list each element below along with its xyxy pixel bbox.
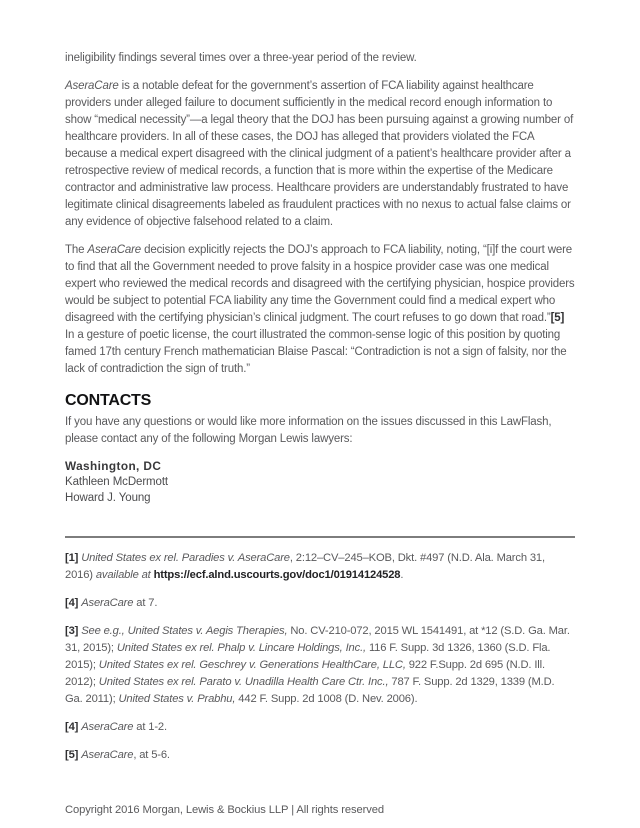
citation: 116 F. Supp. 3d 1326, 1360 (S.D. Fla. 2015); [65, 642, 551, 671]
footnote [65, 550, 575, 584]
case-name: United States ex rel. Parato v. Unadilla Health Care Ctr. Inc., [98, 676, 389, 688]
footnote-marker: [4] [65, 721, 82, 733]
footnote-marker: [1] [65, 552, 82, 564]
case-name: AseraCare [65, 80, 119, 92]
case-name: AseraCare [81, 597, 134, 609]
citation: at 1-2. [133, 721, 167, 733]
footnote [65, 719, 575, 736]
case-name: United States v. Prabhu, [118, 693, 236, 705]
lawyer-name: Kathleen McDermott [65, 476, 169, 488]
case-name: United States ex rel. Geschrey v. Generations HealthCare, LLC, [98, 659, 406, 671]
citation: 787 F. Supp. 2d 1329, 1339 (M.D. Ga. 2011); [65, 676, 555, 705]
contacts-intro: If you have any questions or would like more information on the issues discussed in this LawFlash, please contact any of the following Morgan Lewis lawyers: [65, 416, 552, 445]
case-name: AseraCare [81, 749, 134, 761]
citation: No. CV-210-072, 2015 WL 1541491, at *12 (S.D. Ga. Mar. 31, 2015); [65, 625, 570, 654]
text-segment: The [65, 244, 88, 256]
footnote-marker: [5] [65, 749, 82, 761]
case-name: United States ex rel. Paradies v. AseraCare [81, 552, 290, 564]
case-name: AseraCare [87, 244, 142, 256]
citation: 922 F.Supp. 2d 695 (N.D. Ill. 2012); [65, 659, 545, 688]
citation-signal: available at [95, 569, 154, 581]
footnote [65, 623, 575, 708]
footnote [65, 595, 575, 612]
footnote-divider [65, 536, 575, 538]
footnote-marker: [4] [65, 597, 82, 609]
text-segment: decision explicitly rejects the DOJ’s approach to FCA liability, noting, “[i]f the court were to find that all the Government needed to prove falsity in a hospice provider case was one medical expert who reviewed the medical records and disagreed with the certifying physician, hospice providers would be subject to potential FCA liability any time the Government could find a medical expert who disagreed with the certifying physician’s clinical judgment. The court refuses to go down that road.” [65, 244, 575, 324]
footnote-marker: [3] [65, 625, 82, 637]
paragraph [65, 242, 575, 378]
court-doc-link[interactable]: https://ecf.alnd.uscourts.gov/doc1/01914124528 [153, 569, 401, 581]
citation: at 7. [133, 597, 158, 609]
text-segment: ineligibility findings several times over a three-year period of the review. [65, 52, 417, 64]
text-segment: In a gesture of poetic license, the court illustrated the common-sense logic of this position by quoting famed 17th century French mathematician Blaise Pascal: “Contradiction is not a sign of falsity, nor the lack of contradiction the sign of truth.” [65, 329, 567, 375]
case-name: AseraCare [81, 721, 134, 733]
citation: , 2:12–CV–245–KOB, Dkt. #497 (N.D. Ala. March 31, 2016) [65, 552, 545, 581]
contacts-heading: CONTACTS [65, 392, 152, 409]
footnote-ref: [5] [550, 312, 565, 324]
paragraph [65, 78, 575, 231]
office-name: Washington, DC [65, 459, 162, 473]
copyright-notice: Copyright 2016 Morgan, Lewis & Bockius LLP | All rights reserved [65, 804, 385, 816]
footnote [65, 747, 575, 764]
text-segment: . [400, 569, 404, 581]
text-segment: is a notable defeat for the government’s assertion of FCA liability against healthcare providers under alleged failure to document sufficiently in the medical record enough information to show “medical necessity”—a legal theory that the DOJ has been pursuing against a growing number of healthcare providers. In all of these cases, the DOJ has alleged that providers violated the FCA because a medical expert disagreed with the clinical judgment of a patient’s healthcare provider after a retrospective review of medical records, a function that is more within the expertise of the Medicare contractor and administrative law process. Healthcare providers are understandably frustrated to have legitimate clinical disagreements labeled as fraudulent practices with no nexus to actual false claims or any evidence of objective falsehood related to a claim. [65, 80, 574, 228]
paragraph [65, 50, 575, 67]
citation: , at 5-6. [133, 749, 170, 761]
lawyer-name: Howard J. Young [65, 492, 151, 504]
citation: 442 F. Supp. 2d 1008 (D. Nev. 2006). [235, 693, 418, 705]
case-name: See e.g., United States v. Aegis Therapies, [81, 625, 288, 637]
case-name: United States ex rel. Phalp v. Lincare Holdings, Inc., [116, 642, 366, 654]
